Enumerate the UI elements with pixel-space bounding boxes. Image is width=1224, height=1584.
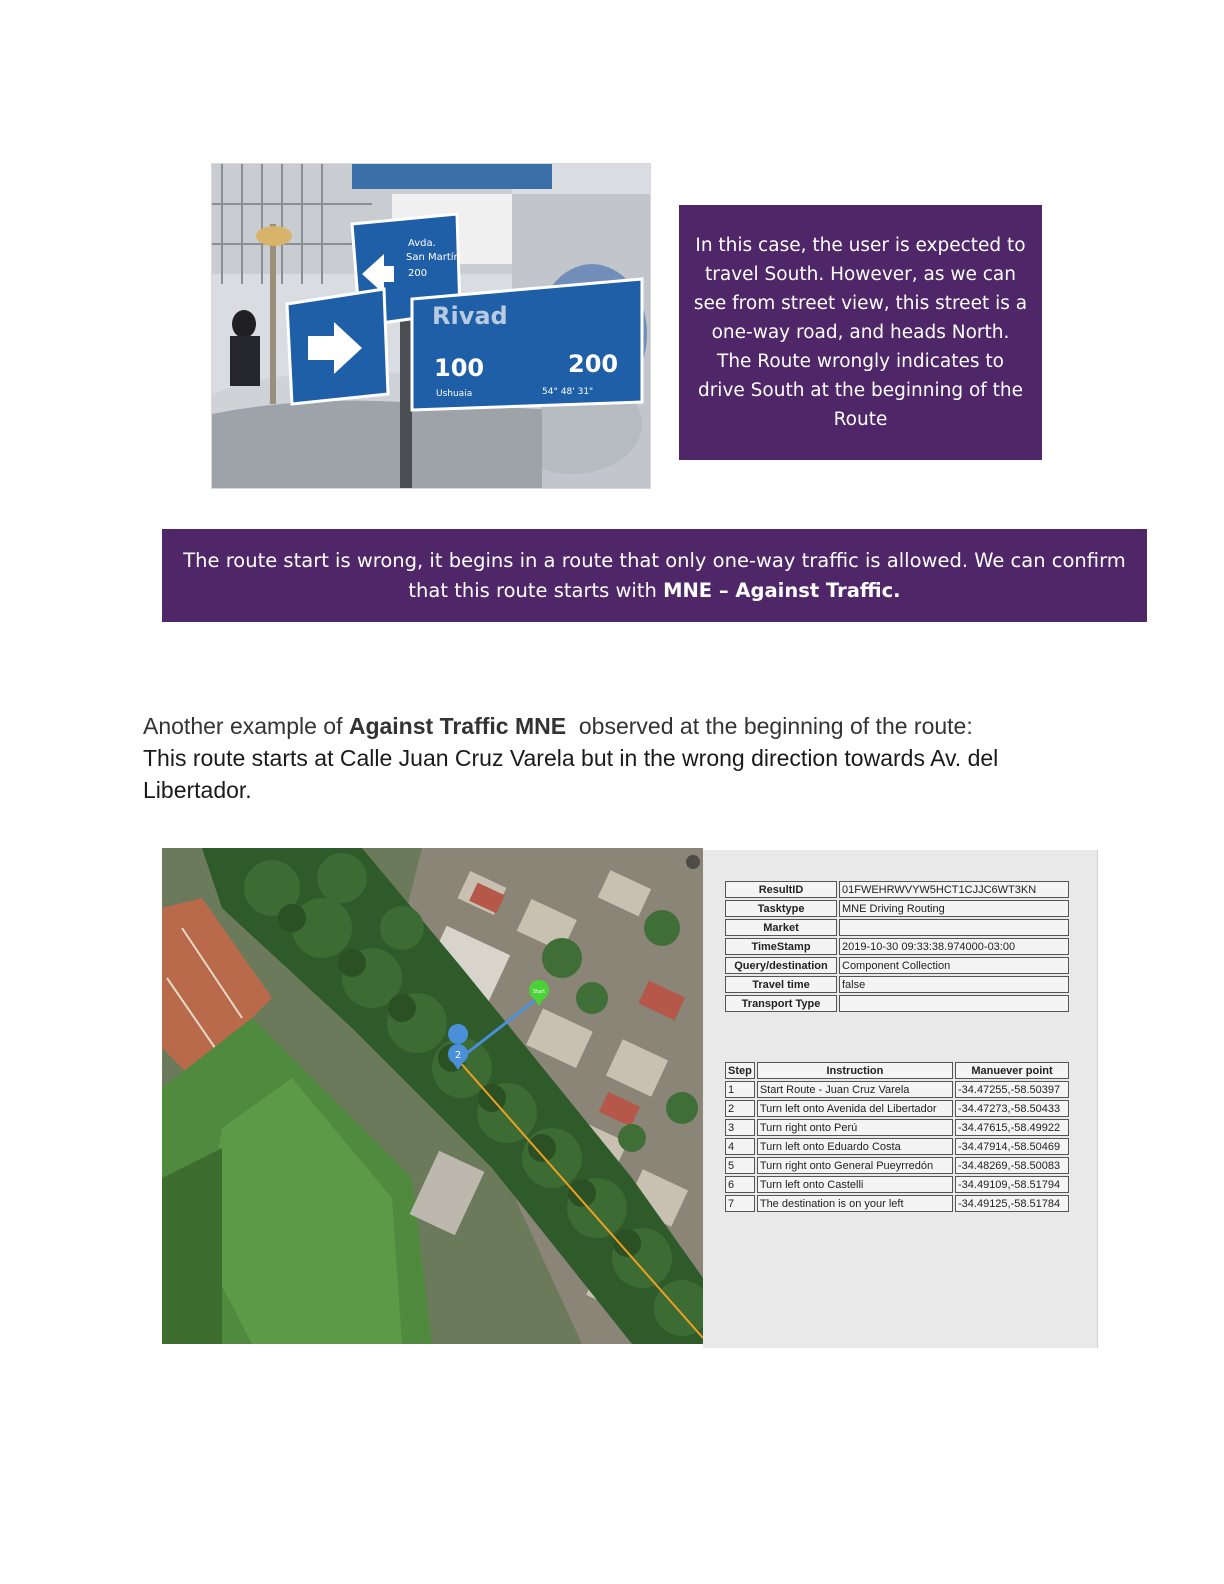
paragraph-line-1 (143, 710, 1103, 742)
step-instruction: Turn left onto Eduardo Costa (757, 1138, 953, 1155)
step-number: 3 (725, 1119, 755, 1136)
banner-text (182, 546, 1127, 606)
sign-top-line-1: Avda. (408, 238, 436, 249)
street-view-photo (211, 163, 651, 489)
result-label: Transport Type (725, 995, 837, 1012)
banner-text-main: The route start is wrong, it begins in a route that only one-way traffic is allowed. We can confirm that this route starts with (183, 548, 1126, 602)
result-label: ResultID (725, 881, 837, 898)
step-row (725, 1081, 1069, 1098)
result-value: Component Collection (839, 957, 1069, 974)
step-number: 2 (725, 1100, 755, 1117)
header-maneuver-point: Manuever point (955, 1062, 1069, 1079)
step-maneuver-point: -34.47615,-58.49922 (955, 1119, 1069, 1136)
callout-text: In this case, the user is expected to travel South. However, as we can see from street view, this street is a one-way road, and heads North. The Route wrongly indicates to drive South at the beginning of the Route (693, 235, 1028, 430)
result-label: Tasktype (725, 900, 837, 917)
step-instruction: Turn left onto Avenida del Libertador (757, 1100, 953, 1117)
step-instruction: The destination is on your left (757, 1195, 953, 1212)
step-row (725, 1157, 1069, 1174)
steps-table (723, 1060, 1071, 1214)
result-value: MNE Driving Routing (839, 900, 1069, 917)
waypoint-2-label: 2 (454, 1050, 462, 1061)
steps-header-row (725, 1062, 1069, 1079)
step-maneuver-point: -34.48269,-58.50083 (955, 1157, 1069, 1174)
route-info-panel (703, 850, 1098, 1348)
result-value (839, 995, 1069, 1012)
banner-text-bold: MNE – Against Traffic. (663, 578, 901, 602)
step-maneuver-point: -34.49109,-58.51794 (955, 1176, 1069, 1193)
step-number: 7 (725, 1195, 755, 1212)
header-instruction: Instruction (757, 1062, 953, 1079)
sign-number-left: 100 (434, 354, 485, 382)
result-row (725, 900, 1069, 917)
step-row (725, 1119, 1069, 1136)
result-label: Query/destination (725, 957, 837, 974)
step-maneuver-point: -34.47914,-58.50469 (955, 1138, 1069, 1155)
step-row (725, 1176, 1069, 1193)
step-instruction: Turn left onto Castelli (757, 1176, 953, 1193)
step-row (725, 1138, 1069, 1155)
result-row (725, 881, 1069, 898)
sign-number-right: 200 (568, 350, 619, 378)
result-row (725, 976, 1069, 993)
compass-icon (686, 855, 700, 869)
step-number: 5 (725, 1157, 755, 1174)
result-label: TimeStamp (725, 938, 837, 955)
paragraph-line-2: This route starts at Calle Juan Cruz Varela but in the wrong direction towards Av. del Libertador. (143, 745, 999, 803)
result-row (725, 938, 1069, 955)
step-instruction: Turn right onto Perú (757, 1119, 953, 1136)
step-maneuver-point: -34.47273,-58.50433 (955, 1100, 1069, 1117)
sign-small-left: Ushuaia (436, 389, 473, 399)
step-instruction: Start Route - Juan Cruz Varela (757, 1081, 953, 1098)
result-value: 2019-10-30 09:33:38.974000-03:00 (839, 938, 1069, 955)
aerial-map (162, 848, 703, 1344)
result-label: Market (725, 919, 837, 936)
sign-small-right: 54° 48' 31" (542, 387, 594, 397)
paragraph-bold: Against Traffic MNE (348, 713, 567, 739)
result-value: false (839, 976, 1069, 993)
step-number: 4 (725, 1138, 755, 1155)
sign-top-line-3: 200 (408, 268, 428, 279)
step-number: 6 (725, 1176, 755, 1193)
step-maneuver-point: -34.49125,-58.51784 (955, 1195, 1069, 1212)
result-value: 01FWEHRWVYW5HCT1CJJC6WT3KN (839, 881, 1069, 898)
example-paragraph (143, 710, 1103, 806)
result-row (725, 995, 1069, 1012)
step-instruction: Turn right onto General Pueyrredón (757, 1157, 953, 1174)
step-row (725, 1100, 1069, 1117)
step-maneuver-point: -34.47255,-58.50397 (955, 1081, 1069, 1098)
result-value (839, 919, 1069, 936)
sign-street-name: Rivad (432, 302, 508, 330)
header-step: Step (725, 1062, 755, 1079)
paragraph-prefix: Another example of (143, 713, 349, 739)
start-pin-label: Start (532, 989, 546, 995)
step-row (725, 1195, 1069, 1212)
result-row (725, 957, 1069, 974)
callout-one-way-explanation (679, 205, 1042, 460)
result-row (725, 919, 1069, 936)
paragraph-suffix: observed at the beginning of the route: (566, 713, 973, 739)
callout-against-traffic-banner (162, 529, 1147, 622)
step-number: 1 (725, 1081, 755, 1098)
sign-top-line-2: San Martín (406, 252, 460, 263)
result-table (723, 879, 1071, 1014)
result-label: Travel time (725, 976, 837, 993)
